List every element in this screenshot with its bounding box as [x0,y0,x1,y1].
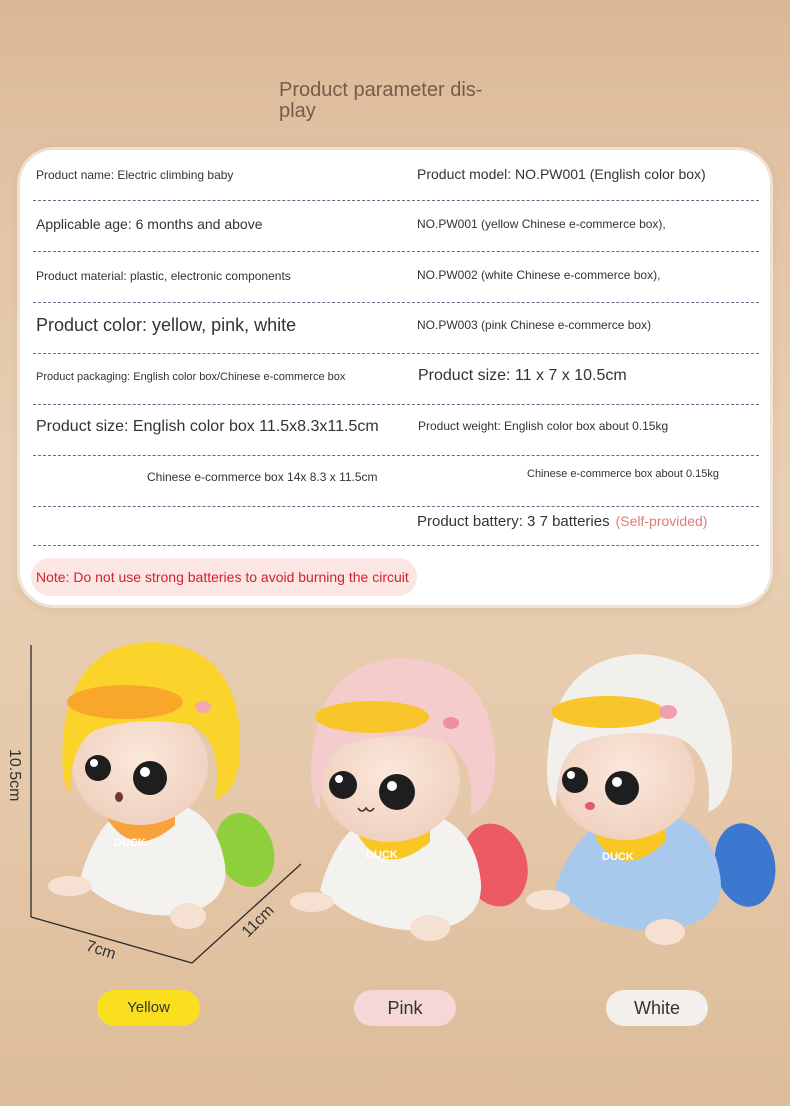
param-right: NO.PW003 (pink Chinese e-commerce box) [417,318,652,332]
param-left: Chinese e-commerce box 14x 8.3 x 11.5cm [147,470,378,484]
param-row [33,252,759,303]
warning-note: Note: Do not use strong batteries to avoid burning the circuit [31,558,417,596]
parameter-card [20,150,770,605]
page-title: Product parameter dis- play [279,79,483,122]
width-label: 7cm [83,937,118,964]
battery-label: Product battery: 3 7 batteries [417,513,610,530]
variant-label: Yellow [127,999,170,1016]
param-right: Product size: 11 x 7 x 10.5cm [418,367,627,384]
height-label: 10.5cm [6,749,23,802]
param-left: Product packaging: English color box/Chinese e-commerce box [36,371,346,383]
param-row [33,456,759,507]
param-left: Applicable age: 6 months and above [36,216,263,232]
param-row [33,201,759,252]
param-right: Chinese e-commerce box about 0.15kg [527,468,719,480]
param-row [33,405,759,456]
variant-label: Pink [387,998,423,1018]
variant-pink-pill[interactable] [354,990,456,1026]
param-left: Product color: yellow, pink, white [36,315,297,335]
param-right: Product model: NO.PW001 (English color box) [417,166,706,182]
param-left: Product name: Electric climbing baby [36,168,234,182]
variant-white-pill[interactable] [606,990,708,1026]
param-right: NO.PW001 (yellow Chinese e-commerce box), [417,217,666,231]
svg-text:DUCK: DUCK [602,851,634,863]
white-baby [526,654,782,945]
param-right [417,513,707,530]
variant-label: White [633,998,680,1018]
param-left: Product size: English color box 11.5x8.3x11.5cm [36,418,379,435]
yellow-baby [48,642,284,929]
param-left: Product material: plastic, electronic components [36,269,291,283]
param-row [33,303,759,354]
variant-yellow-pill[interactable] [97,990,200,1026]
svg-text:DUCK: DUCK [114,837,146,849]
pink-baby [290,658,537,941]
product-illustration [0,620,790,1020]
self-provided-note: (Self-provided) [615,513,708,529]
param-right: Product weight: English color box about 0.15kg [418,419,669,433]
param-right: NO.PW002 (white Chinese e-commerce box), [417,268,661,282]
svg-text:DUCK: DUCK [366,849,398,861]
param-row [33,507,759,546]
depth-label: 11cm [238,901,278,941]
param-row [33,354,759,405]
param-row [33,150,759,201]
